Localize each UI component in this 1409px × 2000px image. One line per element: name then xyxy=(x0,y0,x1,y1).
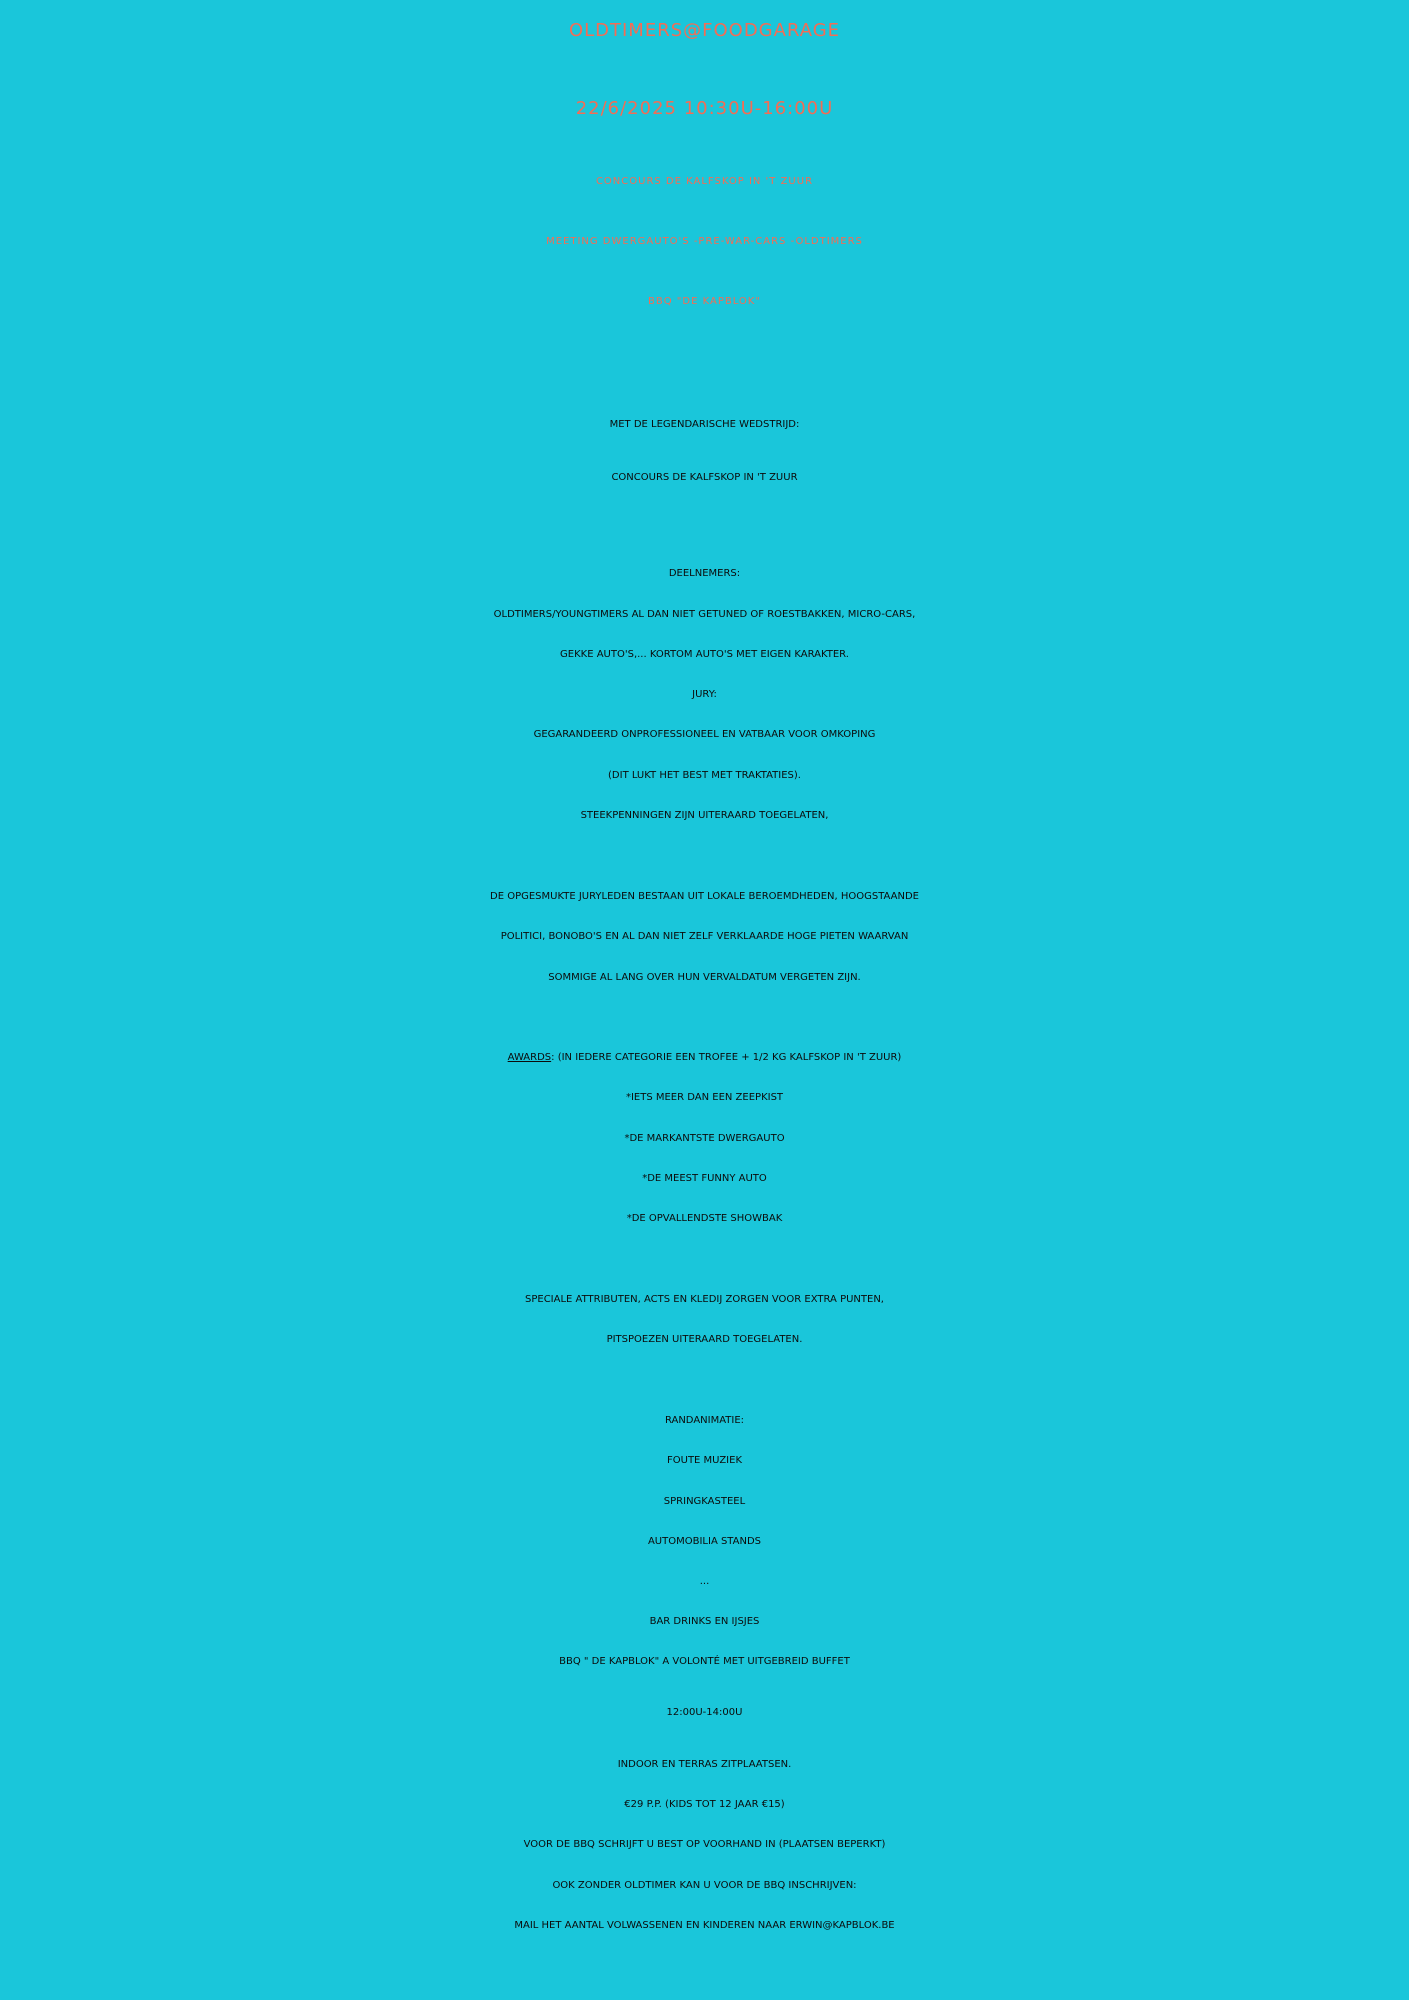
jury-members-line-1: DE OPGESMUKTE JURYLEDEN BESTAAN UIT LOKALE BEROEMDHEDEN, HOOGSTAANDE xyxy=(490,891,919,902)
award-item: *IETS MEER DAN EEN ZEEPKIST xyxy=(625,1092,784,1103)
award-item: *DE MARKANTSTE DWERGAUTO xyxy=(624,1133,785,1144)
participants-line-2: GEKKE AUTO'S,... KORTOM AUTO'S MET EIGEN KARAKTER. xyxy=(560,649,849,660)
header-line-meeting: MEETING DWERGAUTO'S -PRE-WAR-CARS -OLDTIMERS xyxy=(546,236,863,247)
subtitle-line-2: CONCOURS DE KALFSKOP IN 'T ZUUR xyxy=(611,472,798,483)
animation-item: AUTOMOBILIA STANDS xyxy=(647,1536,762,1547)
animation-item: FOUTE MUZIEK xyxy=(667,1455,742,1466)
jury-heading: JURY: xyxy=(692,689,717,700)
jury-line-3: STEEKPENNINGEN ZIJN UITERAARD TOEGELATEN, xyxy=(580,810,829,821)
header-line-concours: CONCOURS DE KALFSKOP IN 'T ZUUR xyxy=(595,176,814,187)
bbq-line-5 xyxy=(0,1921,1409,1931)
event-title: OLDTIMERS@FOODGARAGE xyxy=(568,20,841,41)
bbq-time: 12:00U-14:00U xyxy=(666,1707,743,1718)
bbq-line-3: VOOR DE BBQ SCHRIJFT U BEST OP VOORHAND IN (PLAATSEN BEPERKT) xyxy=(523,1839,886,1850)
bbq-line-1: INDOOR EN TERRAS ZITPLAATSEN. xyxy=(617,1759,792,1770)
awards-line xyxy=(0,1053,1409,1063)
jury-line-2: (DIT LUKT HET BEST MET TRAKTATIES). xyxy=(608,770,801,781)
jury-members-line-2: POLITICI, BONOBO'S EN AL DAN NIET ZELF VERKLAARDE HOGE PIETEN WAARVAN xyxy=(500,931,909,942)
animation-item: SPRINGKASTEEL xyxy=(663,1496,746,1507)
awards-intro: : (IN IEDERE CATEGORIE EEN TROFEE + 1/2 KG KALFSKOP IN 'T ZUUR) xyxy=(551,1052,902,1063)
bbq-contact-text: MAIL HET AANTAL VOLWASSENEN EN KINDEREN NAAR ERWIN@KAPBLOK.BE xyxy=(514,1920,895,1931)
extra-line-1: SPECIALE ATTRIBUTEN, ACTS EN KLEDIJ ZORGEN VOOR EXTRA PUNTEN, xyxy=(525,1294,884,1305)
jury-line-1: GEGARANDEERD ONPROFESSIONEEL EN VATBAAR VOOR OMKOPING xyxy=(533,729,876,740)
participants-heading: DEELNEMERS: xyxy=(668,568,741,579)
animation-heading: RANDANIMATIE: xyxy=(664,1415,745,1426)
jury-members-line-3: SOMMIGE AL LANG OVER HUN VERVALDATUM VERGETEN ZIJN. xyxy=(548,972,861,983)
bbq-title: BBQ " DE KAPBLOK" A VOLONTÉ MET UITGEBREID BUFFET xyxy=(559,1656,850,1667)
subtitle-line-1: MET DE LEGENDARISCHE WEDSTRIJD: xyxy=(609,419,800,430)
bbq-line-2: €29 P.P. (KIDS TOT 12 JAAR €15) xyxy=(624,1799,785,1810)
award-item: *DE OPVALLENDSTE SHOWBAK xyxy=(626,1213,783,1224)
header-line-bbq: BBQ "DE KAPBLOK" xyxy=(648,296,761,307)
animation-item: BAR DRINKS EN IJSJES xyxy=(649,1616,760,1627)
awards-label: AWARDS xyxy=(507,1052,552,1063)
event-datetime: 22/6/2025 10:30U-16:00U xyxy=(575,98,834,119)
animation-item: ... xyxy=(699,1576,710,1587)
award-item: *DE MEEST FUNNY AUTO xyxy=(642,1173,767,1184)
participants-line-1: OLDTIMERS/YOUNGTIMERS AL DAN NIET GETUNED OF ROESTBAKKEN, MICRO-CARS, xyxy=(493,609,916,620)
extra-line-2: PITSPOEZEN UITERAARD TOEGELATEN. xyxy=(606,1334,803,1345)
bbq-line-4: OOK ZONDER OLDTIMER KAN U VOOR DE BBQ INSCHRIJVEN: xyxy=(552,1880,857,1891)
